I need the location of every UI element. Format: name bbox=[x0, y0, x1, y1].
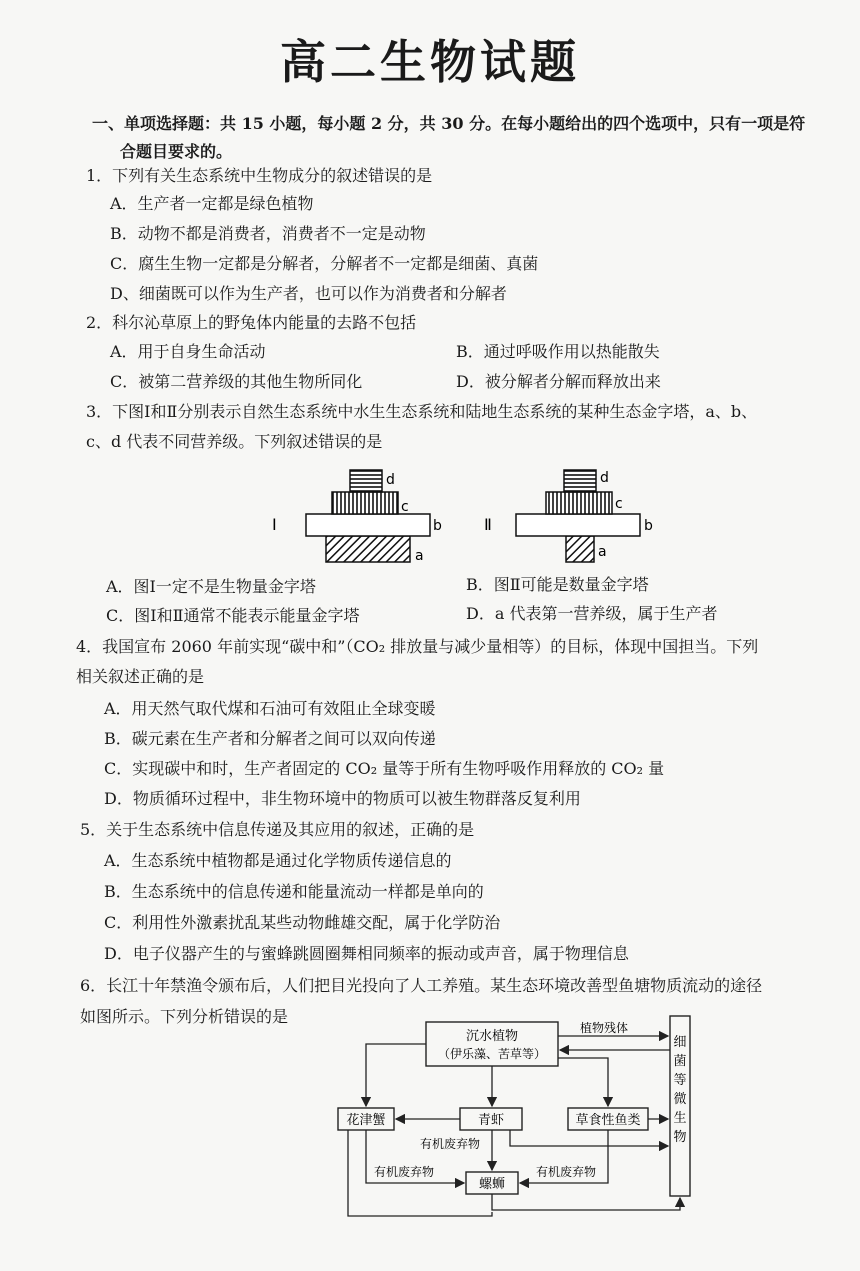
pyramid-ii-label: Ⅱ bbox=[484, 515, 492, 534]
q3-option-c: C．图Ⅰ和Ⅱ通常不能表示能量金字塔 bbox=[106, 606, 360, 625]
residue-label: 植物残体 bbox=[580, 1021, 629, 1035]
shrimp-label: 青虾 bbox=[477, 1113, 505, 1128]
q1-stem: 1．下列有关生态系统中生物成分的叙述错误的是 bbox=[86, 166, 433, 185]
pyramid-i-level-b bbox=[306, 514, 430, 536]
microbes-char-6: 物 bbox=[673, 1130, 687, 1145]
section-heading-line1: 一、单项选择题：共 15 小题，每小题 2 分，共 30 分。在每小题给出的四个选项中，只有一项是符 bbox=[92, 114, 806, 133]
q3-option-b: B．图Ⅱ可能是数量金字塔 bbox=[466, 575, 649, 594]
q3-pyramid-figure bbox=[260, 458, 660, 570]
pyramid-i-label-d: d bbox=[386, 472, 395, 488]
q3-stem-line1: 3．下图Ⅰ和Ⅱ分别表示自然生态系统中水生生态系统和陆地生态系统的某种生态金字塔，a、b、 bbox=[86, 402, 758, 421]
exam-title: 高二生物试题 bbox=[280, 35, 580, 89]
pyramid-i bbox=[272, 470, 442, 564]
q2-option-a: A．用于自身生命活动 bbox=[110, 342, 266, 361]
q6-flow-diagram bbox=[330, 1010, 700, 1225]
q4-option-c: C．实现碳中和时，生产者固定的 CO₂ 量等于所有生物呼吸作用释放的 CO₂ 量 bbox=[104, 759, 665, 778]
pyramid-ii-level-b bbox=[516, 514, 640, 536]
q3-stem-line2: c、d 代表不同营养级。下列叙述错误的是 bbox=[86, 432, 383, 451]
microbes-char-2: 菌 bbox=[673, 1054, 687, 1069]
q4-option-b: B．碳元素在生产者和分解者之间可以双向传递 bbox=[104, 729, 436, 748]
pyramid-ii-label-d: d bbox=[600, 470, 609, 486]
pyramid-ii bbox=[484, 470, 653, 562]
q1-option-c: C．腐生生物一定都是分解者，分解者不一定都是细菌、真菌 bbox=[110, 254, 539, 273]
pyramid-i-level-a bbox=[326, 536, 410, 562]
q6-stem-line1: 6．长江十年禁渔令颁布后，人们把目光投向了人工养殖。某生态环境改善型鱼塘物质流动的途径 bbox=[80, 976, 763, 995]
q4-option-a: A．用天然气取代煤和石油可有效阻止全球变暖 bbox=[104, 699, 436, 718]
pyramid-ii-level-a bbox=[566, 536, 594, 562]
pyramid-ii-label-b: b bbox=[644, 518, 653, 534]
q5-option-d: D．电子仪器产生的与蜜蜂跳圆圈舞相同频率的振动或声音，属于物理信息 bbox=[104, 944, 629, 963]
q6-stem-line2: 如图所示。下列分析错误的是 bbox=[80, 1007, 289, 1026]
pyramid-ii-level-d bbox=[564, 470, 596, 492]
q4-stem-line2: 相关叙述正确的是 bbox=[76, 667, 205, 686]
q5-option-b: B．生态系统中的信息传递和能量流动一样都是单向的 bbox=[104, 882, 484, 901]
microbes-char-5: 生 bbox=[673, 1111, 687, 1126]
q4-stem-line1: 4．我国宣布 2060 年前实现“碳中和”（CO₂ 排放量与减少量相等）的目标，体现中国担当。下列 bbox=[76, 637, 759, 656]
microbes-char-3: 等 bbox=[673, 1073, 687, 1088]
q2-stem: 2．科尔沁草原上的野兔体内能量的去路不包括 bbox=[86, 313, 417, 332]
q1-option-a: A．生产者一定都是绿色植物 bbox=[110, 194, 314, 213]
crab-label: 花津蟹 bbox=[346, 1113, 386, 1128]
q5-option-c: C．利用性外激素扰乱某些动物雌雄交配，属于化学防治 bbox=[104, 913, 501, 932]
pyramid-ii-label-a: a bbox=[598, 544, 607, 560]
submerged-plants-label: 沉水植物 bbox=[465, 1029, 519, 1044]
q1-option-d: D、细菌既可以作为生产者，也可以作为消费者和分解者 bbox=[110, 284, 507, 303]
q5-option-a: A．生态系统中植物都是通过化学物质传递信息的 bbox=[104, 851, 452, 870]
q2-option-d: D．被分解者分解而释放出来 bbox=[456, 372, 661, 391]
section-heading-line2: 合题目要求的。 bbox=[120, 142, 233, 161]
q3-option-a: A．图Ⅰ一定不是生物量金字塔 bbox=[106, 577, 316, 596]
pyramid-i-label-c: c bbox=[401, 499, 409, 515]
waste-label-shrimp: 有机废弃物 bbox=[420, 1137, 481, 1151]
submerged-plants-examples: （伊乐藻、苦草等） bbox=[437, 1047, 547, 1061]
q5-stem: 5．关于生态系统中信息传递及其应用的叙述，正确的是 bbox=[80, 820, 475, 839]
snail-label: 螺蛳 bbox=[478, 1177, 506, 1192]
q1-option-b: B．动物不都是消费者，消费者不一定是动物 bbox=[110, 224, 426, 243]
q2-option-b: B．通过呼吸作用以热能散失 bbox=[456, 342, 660, 361]
q2-option-c: C．被第二营养级的其他生物所同化 bbox=[110, 372, 363, 391]
q4-option-d: D．物质循环过程中，非生物环境中的物质可以被生物群落反复利用 bbox=[104, 789, 581, 808]
microbes-char-4: 微 bbox=[673, 1092, 687, 1107]
pyramid-ii-label-c: c bbox=[615, 496, 623, 512]
pyramid-ii-level-c bbox=[546, 492, 612, 514]
pyramid-i-label-a: a bbox=[415, 548, 424, 564]
q3-option-d: D．a 代表第一营养级，属于生产者 bbox=[466, 604, 718, 623]
pyramid-i-label: Ⅰ bbox=[272, 515, 277, 534]
waste-label-fish: 有机废弃物 bbox=[536, 1165, 597, 1179]
microbes-char-1: 细 bbox=[673, 1035, 687, 1050]
pyramid-i-level-d bbox=[350, 470, 382, 492]
fish-label: 草食性鱼类 bbox=[575, 1113, 641, 1128]
pyramid-i-level-c bbox=[332, 492, 398, 514]
pyramid-i-label-b: b bbox=[433, 518, 442, 534]
waste-label-crab: 有机废弃物 bbox=[374, 1165, 435, 1179]
